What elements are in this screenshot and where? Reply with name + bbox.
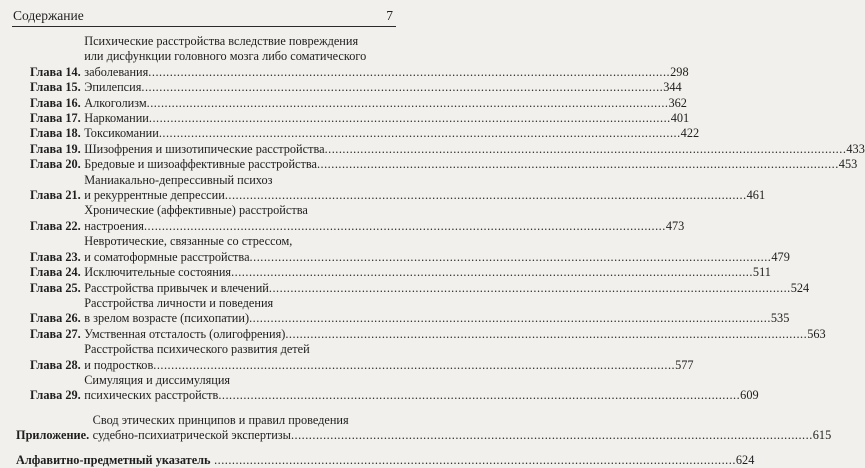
dot-leader	[218, 388, 740, 403]
toc-entry-page: 535	[770, 311, 790, 326]
toc-entry-label: Глава 22.	[30, 218, 81, 233]
running-head	[12, 6, 396, 27]
toc-entry[interactable]	[30, 80, 682, 95]
toc-entry-page: 422	[680, 126, 700, 141]
toc-entry-title-line: судебно-психиатрической экспертизы	[92, 428, 291, 443]
dot-leader	[214, 453, 736, 468]
toc-entry-page: 609	[740, 388, 759, 403]
toc-entry-title-line: заболевания	[84, 64, 149, 79]
toc-entry[interactable]	[16, 412, 832, 444]
toc-entry-title-line: Исключительные состояния	[84, 265, 232, 280]
toc-entry[interactable]	[30, 141, 865, 157]
toc-entry-label: Глава 28.	[30, 357, 81, 372]
toc-entry-title-line: Расстройства привычек и влечений	[84, 280, 269, 295]
dot-leader	[141, 80, 663, 95]
toc-entry-label: Глава 21.	[30, 188, 81, 203]
toc-entry-label: Приложение.	[16, 428, 90, 443]
toc-entry-title-line: Токсикомании	[84, 126, 159, 141]
toc-entry-title-line: Невротические, связанные со стрессом,	[84, 234, 293, 249]
toc-entry-page: 624	[735, 452, 755, 467]
table-of-contents	[16, 34, 865, 468]
toc-entry[interactable]	[30, 157, 858, 172]
toc-entry-page: 615	[812, 428, 832, 443]
toc-entry-title-line: Шизофрения и шизотипические расстройства	[84, 141, 325, 156]
toc-entry-label: Глава 19.	[30, 141, 81, 156]
toc-entry-label: Глава 17.	[30, 111, 81, 126]
toc-entry-page: 453	[838, 157, 858, 172]
toc-entry-page: 479	[771, 249, 790, 264]
toc-entry-title-line: Симуляция и диссимуляция	[84, 372, 231, 387]
dot-leader	[317, 157, 839, 172]
dot-leader	[147, 96, 669, 111]
toc-entry-page: 433	[846, 141, 865, 156]
dot-leader	[148, 65, 670, 80]
toc-entry-title-line: в зрелом возрасте (психопатии)	[84, 311, 250, 326]
toc-entry-page: 298	[670, 64, 689, 79]
toc-entry-title-line: Алкоголизм	[84, 95, 147, 110]
toc-entry-page: 461	[746, 188, 766, 203]
toc-entry-label: Глава 27.	[30, 326, 81, 341]
toc-entry-title-line: Свод этических принципов и правил проведения	[92, 412, 349, 427]
toc-entry[interactable]	[30, 95, 687, 111]
toc-entry-title-line: Расстройства личности и поведения	[84, 295, 274, 310]
toc-entry-label: Глава 20.	[30, 157, 81, 172]
toc-entry[interactable]	[16, 452, 755, 468]
toc-entry-title-line: Расстройства психического развития детей	[84, 342, 310, 357]
toc-entry-page: 473	[665, 218, 685, 233]
toc-entry[interactable]	[30, 372, 759, 404]
dot-leader	[153, 358, 675, 373]
toc-entry-label: Глава 26.	[30, 311, 81, 326]
toc-entry[interactable]	[30, 265, 771, 280]
toc-entry[interactable]	[30, 342, 694, 373]
dot-leader	[291, 428, 813, 443]
toc-entry-title-line: Психические расстройства вследствие повреждения	[84, 34, 359, 48]
toc-entry-title-line: Наркомании	[84, 111, 149, 126]
toc-entry-title-line: Хронические (аффективные) расстройства	[84, 203, 308, 218]
toc-entry[interactable]	[30, 234, 790, 265]
toc-entry-page: 563	[807, 326, 826, 341]
toc-entry-title-line: Маниакально-депрессивный психоз	[84, 172, 273, 187]
toc-entry[interactable]	[30, 295, 790, 327]
toc-entry-title-line: Эпилепсия	[84, 80, 142, 95]
dot-leader	[231, 265, 753, 280]
toc-entry-page: 401	[670, 111, 690, 126]
spacer	[30, 404, 388, 413]
toc-entry-page: 511	[752, 265, 771, 280]
toc-entry-page: 344	[663, 80, 682, 95]
dot-leader	[149, 111, 671, 126]
toc-entry-label: Глава 23.	[30, 249, 81, 264]
dot-leader	[249, 311, 771, 326]
toc-entry-title-line: Бредовые и шизоаффективные расстройства	[84, 157, 317, 172]
toc-entry-title-line: и рекуррентные депрессии	[84, 188, 225, 203]
toc-entry-page: 577	[675, 357, 694, 372]
toc-entry-title-line: психических расстройств	[84, 388, 219, 403]
dot-leader	[159, 126, 681, 141]
toc-entry[interactable]	[30, 111, 690, 126]
dot-leader	[325, 142, 847, 157]
toc-entry-title-line: и подростков	[84, 357, 154, 372]
page-header-title: Содержание	[13, 8, 84, 23]
toc-entry-title-line: или дисфункции головного мозга либо соматического	[84, 49, 367, 64]
toc-entry-label: Алфавитно-предметный указатель	[16, 452, 211, 467]
toc-entry-label: Глава 16.	[30, 95, 81, 110]
toc-entry-label: Глава 25.	[30, 280, 81, 295]
toc-entry-title-line: настроения	[84, 218, 144, 233]
toc-entry[interactable]	[30, 172, 766, 204]
dot-leader	[269, 281, 791, 296]
toc-entry[interactable]	[30, 34, 689, 80]
toc-entry[interactable]	[30, 203, 685, 234]
dot-leader	[285, 327, 807, 342]
toc-entry-label: Глава 29.	[30, 388, 81, 403]
toc-entry-label: Глава 15.	[30, 80, 81, 95]
spacer	[30, 444, 388, 453]
toc-entry[interactable]	[30, 280, 810, 296]
toc-entry-title-line: и соматоформные расстройства	[84, 249, 250, 264]
toc-entry[interactable]	[30, 126, 700, 141]
toc-entry-page: 362	[668, 95, 687, 110]
toc-entry-page: 524	[790, 280, 810, 295]
toc-entry-label: Глава 14.	[30, 64, 81, 79]
toc-entry-title-line: Умственная отсталость (олигофрения)	[84, 326, 286, 341]
toc-entry-label: Глава 24.	[30, 265, 81, 280]
dot-leader	[225, 188, 747, 203]
page-number: 7	[386, 8, 393, 23]
toc-entry[interactable]	[30, 326, 826, 342]
dot-leader	[144, 219, 666, 234]
toc-entry-label: Глава 18.	[30, 126, 81, 141]
dot-leader	[250, 250, 772, 265]
